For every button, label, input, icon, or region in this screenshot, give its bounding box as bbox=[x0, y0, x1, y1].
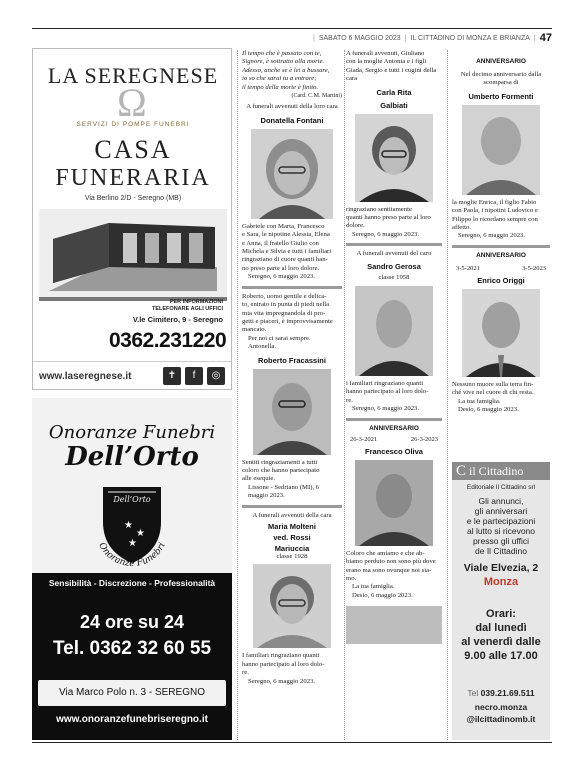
box-hours-1: dal lunedì bbox=[475, 622, 527, 634]
oliva-photo bbox=[355, 460, 433, 546]
molteni-year: classe 1928 bbox=[276, 552, 308, 560]
quote: Il tempo che è passato con te, Signore, è sottratto alla morte. Adesso, anche se è lei a bussare, io so che sarai tu a entrare; il tempo della morte è finito. bbox=[242, 50, 330, 91]
ad-info: PER INFORMAZIONI TELEFONARE AGLI UFFICI bbox=[152, 299, 223, 312]
formenti-label: ANNIVERSARIO bbox=[476, 58, 526, 65]
fracassini-sign2: Antonella. bbox=[248, 343, 277, 351]
ad2-address: Via Marco Polo n. 3 - SEREGNO bbox=[38, 680, 226, 706]
omega-logo-icon: Ω bbox=[117, 80, 147, 125]
building-image bbox=[39, 209, 227, 301]
section-divider bbox=[346, 243, 442, 246]
shield-bottom-text: Onoranze Funebri bbox=[96, 541, 168, 569]
shield-top-text: Dell’Orto bbox=[113, 495, 151, 504]
molteni-photo bbox=[253, 564, 331, 648]
footer-rule bbox=[32, 742, 552, 743]
gerosa-name: Sandro Gerosa bbox=[367, 261, 421, 271]
ad-address: Via Berlino 2/D - Seregno (MB) bbox=[84, 195, 182, 202]
ad-brand: LA SEREGNESE bbox=[47, 63, 219, 88]
gerosa-photo bbox=[355, 286, 433, 376]
galbiati-intro: A funerali avvenuti, Giuliano con la moglie Antonia e i figli Giada, Sergio e tutti i cugini della cara bbox=[346, 50, 437, 83]
origgi-sign: La tua famiglia. bbox=[458, 397, 501, 405]
svg-text:★: ★ bbox=[124, 520, 133, 531]
gerosa-body: i familiari ringraziano quanti hanno partecipato al loro dolo- re. bbox=[346, 380, 429, 404]
origgi-label: ANNIVERSARIO bbox=[476, 251, 526, 259]
galbiati-body: ringraziano sentitamente quanti hanno preso parte al loro dolore. bbox=[346, 205, 431, 230]
column-separator bbox=[237, 50, 238, 740]
gerosa-date: Seregno, 6 maggio 2023. bbox=[352, 405, 420, 413]
fracassini-name: Roberto Fracassini bbox=[258, 355, 326, 365]
molteni-intro: A funerali avvenuti della cara bbox=[252, 511, 332, 519]
oliva-date: Desio, 6 maggio 2023. bbox=[352, 591, 413, 599]
formenti-date: Seregno, 6 maggio 2023. bbox=[458, 232, 526, 240]
fracassini-photo bbox=[253, 369, 331, 455]
fracassini-sign1: Per noi ci sarai sempre. bbox=[248, 334, 311, 342]
oliva-sign: La tua famiglia. bbox=[352, 583, 395, 591]
ad-phone: 0362.231220 bbox=[109, 329, 227, 352]
fontani-body: Gabriele con Marta, Francesco e Sara, le nipotine Alessia, Elena e Anna, il fratello Giulio con Michela e Silvia e tutti i familiari ringraziano di cuore quanti han- no preso parte al loro dolore. bbox=[242, 222, 332, 272]
ad2-hours: 24 ore su 24 bbox=[79, 612, 185, 632]
formenti-photo bbox=[462, 105, 540, 195]
cross-icon: ✝ bbox=[163, 367, 181, 385]
origgi-body: Nessuno muore sulla terra fin- ché vive nel cuore di chi resta. bbox=[452, 380, 534, 397]
origgi-dates: 3-5-2021 3-5-2023 bbox=[456, 264, 546, 272]
section-divider bbox=[242, 286, 342, 289]
box-email-2: @ilcittadinomb.it bbox=[466, 714, 536, 724]
molteni-name-3: Mariuccia bbox=[274, 543, 310, 553]
ad2-line2: Dell’Orto bbox=[65, 442, 199, 472]
header-paper: IL CITTADINO DI MONZA E BRIANZA bbox=[410, 34, 530, 42]
box-hours-title: Orari: bbox=[486, 608, 516, 620]
column-1 bbox=[242, 50, 342, 686]
ad-title-casa: CASA bbox=[94, 135, 172, 164]
molteni-date: Seregno, 6 maggio 2023. bbox=[248, 677, 316, 685]
ad-title-funeraria: FUNERARIA bbox=[55, 165, 211, 191]
ad-footer bbox=[33, 361, 231, 390]
origgi-date: Desio, 6 maggio 2023. bbox=[458, 406, 519, 414]
cittadino-logo: C il Cittadino bbox=[452, 462, 550, 480]
oliva-name: Francesco Oliva bbox=[365, 446, 423, 456]
galbiati-name: Carla Rita bbox=[376, 87, 412, 97]
cittadino-info-box bbox=[452, 462, 550, 740]
box-publisher: Editoriale Il Cittadino srl bbox=[466, 484, 536, 491]
formenti-intro: Nel decimo anniversario dalla scomparsa di bbox=[460, 71, 542, 87]
fontani-date: Seregno, 6 maggio 2023. bbox=[248, 273, 316, 281]
fontani-name: Donatella Fontani bbox=[260, 115, 324, 125]
quote-author: (Card. C.M. Martini) bbox=[291, 93, 342, 100]
origgi-photo bbox=[462, 289, 540, 377]
box-hours-2: al venerdì dalle bbox=[461, 636, 541, 648]
svg-text:★: ★ bbox=[136, 528, 145, 539]
ad-subtitle: SERVIZI DI POMPE FUNEBRI bbox=[76, 121, 190, 128]
grey-block bbox=[346, 606, 442, 644]
origgi-name: Enrico Origgi bbox=[477, 275, 525, 285]
shield-logo-icon bbox=[84, 478, 180, 570]
instagram-icon: ◎ bbox=[207, 367, 225, 385]
gerosa-year: classe 1958 bbox=[378, 273, 410, 281]
column-separator bbox=[344, 50, 345, 740]
box-email-1: necro.monza bbox=[474, 702, 528, 712]
galbiati-name-2: Galbiati bbox=[380, 100, 408, 110]
column-2 bbox=[346, 50, 442, 644]
header-date: SABATO 6 MAGGIO 2023 bbox=[318, 34, 401, 42]
molteni-name: Maria Molteni bbox=[268, 521, 316, 531]
molteni-body: I familiari ringraziano quanti hanno partecipato al loro dolo- re. bbox=[242, 652, 325, 677]
facebook-icon: f bbox=[185, 367, 203, 385]
section-divider bbox=[346, 418, 442, 421]
fontani-photo bbox=[251, 129, 333, 219]
section-divider bbox=[452, 245, 550, 248]
svg-text:★: ★ bbox=[128, 538, 137, 549]
ad-office-address: V.le Cimitero, 9 - Seregno bbox=[132, 315, 223, 324]
molteni-name-2: ved. Rossi bbox=[273, 532, 311, 542]
box-tel: Tel 039.21.69.511 bbox=[467, 688, 535, 698]
oliva-dates: 26-3-2021 26-3-2023 bbox=[350, 435, 438, 443]
ad-website: www.laseregnese.it bbox=[39, 370, 132, 382]
galbiati-date: Seregno, 6 maggio 2023. bbox=[352, 230, 420, 238]
formenti-name: Umberto Formenti bbox=[468, 91, 534, 101]
galbiati-photo bbox=[355, 114, 433, 202]
box-hours-3: 9.00 alle 17.00 bbox=[464, 650, 538, 662]
box-city: Monza bbox=[483, 576, 519, 588]
column-separator bbox=[447, 50, 448, 740]
ad-dell-orto bbox=[32, 398, 232, 740]
fracassini-body: Sentiti ringraziamenti a tutti coloro che hanno partecipato alle esequie. bbox=[242, 458, 320, 483]
oliva-body: Coloro che amiamo e che ab- biamo perduto non sono più dove erano ma sono ovunque noi sia- mo. bbox=[346, 549, 436, 582]
box-lines: Gli annunci, gli anniversari e le partecipazioni al lutto si ricevono presso gli uffici de Il Cittadino bbox=[466, 496, 536, 556]
ad-la-seregnese bbox=[32, 48, 232, 390]
fracassini-intro: Roberto, uomo gentile e delica- to, entrato in punta di piedi nella mia vita impregnandola di pro- getti e piaceri, è improvvisamente mancato. bbox=[242, 292, 333, 334]
gerosa-intro: A funerali avvenuti del caro bbox=[356, 250, 432, 258]
ad2-phone: Tel. 0362 32 60 55 bbox=[52, 638, 212, 659]
header-rule bbox=[32, 28, 552, 29]
ad2-tagline: Sensibilità - Discrezione - Professionalità bbox=[32, 578, 232, 588]
box-street: Viale Elvezia, 2 bbox=[463, 562, 539, 574]
ad2-website: www.onoranzefunebriseregno.it bbox=[56, 714, 208, 725]
page-header: | SABATO 6 MAGGIO 2023 | IL CITTADINO DI MONZA E BRIANZA | 47 bbox=[313, 32, 552, 44]
oliva-label: ANNIVERSARIO bbox=[369, 424, 419, 432]
ad2-line1: Onoranze Funebri bbox=[48, 422, 216, 443]
section-divider bbox=[242, 505, 342, 508]
fontani-intro: A funerali avvenuti della loro cara bbox=[246, 103, 338, 111]
fracassini-date: Lissone - Sedriano (MI), 6 maggio 2023. bbox=[248, 483, 320, 500]
column-3 bbox=[452, 50, 550, 414]
social-icons bbox=[163, 367, 225, 385]
page-number: 47 bbox=[539, 32, 552, 44]
formenti-body: la moglie Enrica, il figlio Fabio con Paola, i nipotini Ludovico e Filippo lo ricordano sempre con affetto. bbox=[452, 198, 538, 232]
